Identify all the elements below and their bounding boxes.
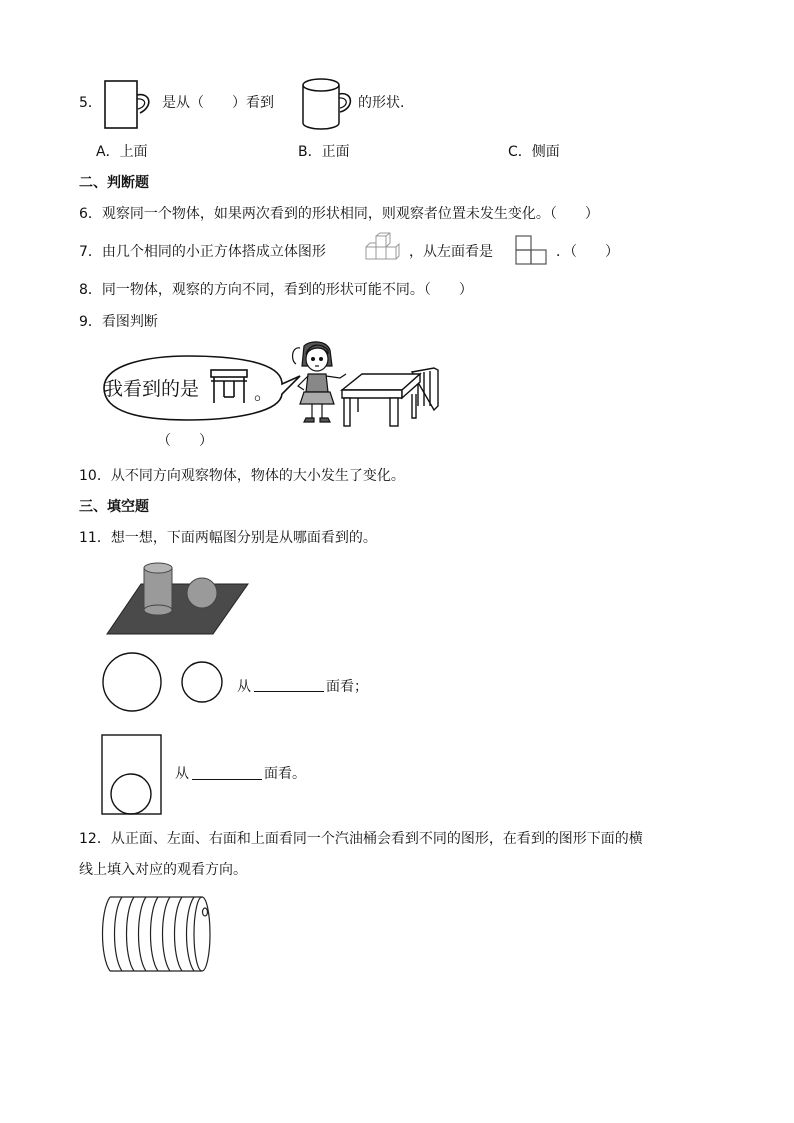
section-2-title: 二、判断题 [79, 175, 149, 191]
bubble-text: 我看到的是 [104, 378, 200, 400]
q7-text-b: ，从左面看是 [409, 244, 493, 260]
mug-3d-image [301, 78, 357, 132]
q11-tail-1: 面看； [326, 679, 368, 695]
cylinder-ball-plate-image [105, 560, 251, 640]
q12-line-1: 12．从正面、左面、右面和上面看同一个汽油桶会看到不同的图形，在看到的图形下面的横 [79, 831, 643, 847]
q9-title: 9．看图判断 [79, 314, 158, 330]
table-chair-illustration [340, 366, 446, 432]
mug-front-view-image [104, 80, 156, 130]
q7-text-c: ．（ ） [556, 244, 619, 260]
oil-drum-image [102, 895, 216, 975]
table-front-view-icon [210, 369, 250, 405]
q11-blank-1[interactable] [254, 691, 324, 692]
bubble-end: 。 [254, 382, 274, 404]
q11-tail-2: 面看。 [264, 766, 306, 782]
side-view-rect-circle-image [101, 734, 163, 816]
q11-from-2: 从 [175, 766, 189, 782]
q8-text: 8．同一物体，观察的方向不同，看到的形状可能不同。（ ） [79, 282, 473, 298]
left-view-image [515, 235, 549, 267]
q11-text: 11．想一想，下面两幅图分别是从哪面看到的。 [79, 530, 377, 546]
q6-text: 6．观察同一个物体，如果两次看到的形状相同，则观察者位置未发生变化。（ ） [79, 206, 599, 222]
cube-stack-image [364, 233, 400, 263]
q5-option-a[interactable]: A．上面 [96, 144, 148, 160]
top-view-circles-image [101, 651, 227, 713]
q5-option-c[interactable]: C．侧面 [508, 144, 560, 160]
q11-blank-2[interactable] [192, 779, 262, 780]
q10-text: 10．从不同方向观察物体，物体的大小发生了变化。 [79, 468, 405, 484]
q9-answer-blank[interactable]: （ ） [157, 433, 213, 449]
q11-from-1: 从 [237, 679, 251, 695]
section-3-title: 三、填空题 [79, 499, 149, 515]
q5-text-a: 是从（ ）看到 [162, 95, 274, 111]
q5-text-b: 的形状. [358, 95, 405, 111]
q5-number: 5． [79, 95, 102, 111]
q5-option-b[interactable]: B．正面 [298, 144, 350, 160]
q12-line-2: 线上填入对应的观看方向。 [79, 862, 247, 878]
q7-text-a: 7．由几个相同的小正方体搭成立体图形 [79, 244, 326, 260]
